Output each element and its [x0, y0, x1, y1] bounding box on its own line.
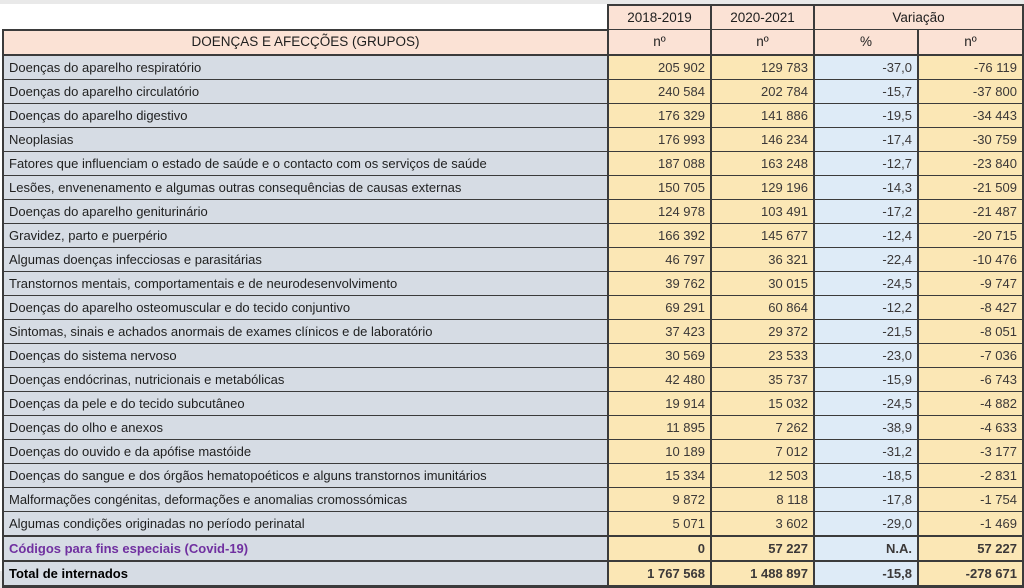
cell-variation-number: -278 671	[918, 561, 1023, 587]
table-row	[3, 487, 1023, 511]
cell-2018-2019: 19 914	[608, 391, 711, 415]
cell-2018-2019: 5 071	[608, 511, 711, 536]
cell-variation-percent: -17,2	[814, 199, 918, 223]
cell-2018-2019: 166 392	[608, 223, 711, 247]
cell-2018-2019: 69 291	[608, 295, 711, 319]
row-label: Doenças do sistema nervoso	[3, 343, 608, 367]
table-row	[3, 271, 1023, 295]
cell-variation-percent: -21,5	[814, 319, 918, 343]
table-body	[3, 55, 1023, 587]
col-header-groups-title: DOENÇAS E AFECÇÕES (GRUPOS)	[3, 30, 608, 55]
table-row	[3, 511, 1023, 536]
row-label: Doenças do aparelho geniturinário	[3, 199, 608, 223]
cell-2020-2021: 8 118	[711, 487, 814, 511]
col-header-2020-2021: 2020-2021	[711, 5, 814, 30]
row-label: Fatores que influenciam o estado de saúde e o contacto com os serviços de saúde	[3, 151, 608, 175]
table-row	[3, 367, 1023, 391]
cell-variation-percent: -29,0	[814, 511, 918, 536]
header-row-periods	[3, 5, 1023, 30]
cell-variation-number: -8 427	[918, 295, 1023, 319]
row-label: Doenças do ouvido e da apófise mastóide	[3, 439, 608, 463]
cell-2018-2019: 42 480	[608, 367, 711, 391]
table-row	[3, 127, 1023, 151]
cell-variation-number: -34 443	[918, 103, 1023, 127]
cell-2018-2019: 1 767 568	[608, 561, 711, 587]
cell-2018-2019: 205 902	[608, 55, 711, 80]
cell-2018-2019: 37 423	[608, 319, 711, 343]
row-label: Doenças do olho e anexos	[3, 415, 608, 439]
cell-variation-percent: -24,5	[814, 271, 918, 295]
cell-variation-number: -4 882	[918, 391, 1023, 415]
cell-variation-number: -37 800	[918, 79, 1023, 103]
cell-variation-number: -4 633	[918, 415, 1023, 439]
cell-variation-number: -1 754	[918, 487, 1023, 511]
cell-2020-2021: 145 677	[711, 223, 814, 247]
cell-variation-percent: -14,3	[814, 175, 918, 199]
row-label: Doenças do aparelho digestivo	[3, 103, 608, 127]
cell-variation-number: -3 177	[918, 439, 1023, 463]
table-row	[3, 463, 1023, 487]
cell-2020-2021: 146 234	[711, 127, 814, 151]
cell-variation-number: -20 715	[918, 223, 1023, 247]
cell-2018-2019: 187 088	[608, 151, 711, 175]
cell-2020-2021: 15 032	[711, 391, 814, 415]
cell-variation-number: -1 469	[918, 511, 1023, 536]
cell-variation-percent: -19,5	[814, 103, 918, 127]
table-row	[3, 103, 1023, 127]
cell-variation-percent: -12,4	[814, 223, 918, 247]
row-label: Doenças do aparelho circulatório	[3, 79, 608, 103]
row-label: Algumas condições originadas no período perinatal	[3, 511, 608, 536]
row-label: Códigos para fins especiais (Covid-19)	[3, 536, 608, 561]
table-row	[3, 79, 1023, 103]
cell-variation-number: -30 759	[918, 127, 1023, 151]
row-label: Neoplasias	[3, 127, 608, 151]
cell-variation-number: -7 036	[918, 343, 1023, 367]
cell-variation-number: -2 831	[918, 463, 1023, 487]
table-row	[3, 175, 1023, 199]
table-row	[3, 199, 1023, 223]
table-row	[3, 295, 1023, 319]
table-row	[3, 55, 1023, 80]
cell-variation-number: -6 743	[918, 367, 1023, 391]
table-row	[3, 415, 1023, 439]
cell-2020-2021: 202 784	[711, 79, 814, 103]
cell-variation-percent: -22,4	[814, 247, 918, 271]
cell-2020-2021: 60 864	[711, 295, 814, 319]
row-label: Sintomas, sinais e achados anormais de exames clínicos e de laboratório	[3, 319, 608, 343]
cell-variation-percent: -12,7	[814, 151, 918, 175]
cell-variation-percent: N.A.	[814, 536, 918, 561]
cell-variation-number: -21 509	[918, 175, 1023, 199]
cell-variation-percent: -15,8	[814, 561, 918, 587]
row-label: Doenças da pele e do tecido subcutâneo	[3, 391, 608, 415]
table-row	[3, 223, 1023, 247]
row-label: Lesões, envenenamento e algumas outras consequências de causas externas	[3, 175, 608, 199]
row-label: Algumas doenças infecciosas e parasitárias	[3, 247, 608, 271]
row-label: Doenças do sangue e dos órgãos hematopoéticos e alguns transtornos imunitários	[3, 463, 608, 487]
cell-variation-number: -76 119	[918, 55, 1023, 80]
cell-variation-number: 57 227	[918, 536, 1023, 561]
cell-2018-2019: 46 797	[608, 247, 711, 271]
cell-2020-2021: 103 491	[711, 199, 814, 223]
unit-header-n-2018: nº	[608, 30, 711, 55]
cell-variation-percent: -24,5	[814, 391, 918, 415]
table-row	[3, 247, 1023, 271]
cell-2018-2019: 150 705	[608, 175, 711, 199]
unit-header-percent: %	[814, 30, 918, 55]
cell-2020-2021: 12 503	[711, 463, 814, 487]
cell-2018-2019: 39 762	[608, 271, 711, 295]
table-row	[3, 536, 1023, 561]
cell-variation-percent: -17,8	[814, 487, 918, 511]
cell-variation-percent: -15,7	[814, 79, 918, 103]
cell-2020-2021: 3 602	[711, 511, 814, 536]
cell-variation-percent: -18,5	[814, 463, 918, 487]
cell-2020-2021: 23 533	[711, 343, 814, 367]
table-row	[3, 343, 1023, 367]
table-row	[3, 151, 1023, 175]
cell-variation-number: -10 476	[918, 247, 1023, 271]
page	[0, 4, 1024, 581]
cell-2018-2019: 0	[608, 536, 711, 561]
cell-variation-percent: -31,2	[814, 439, 918, 463]
cell-variation-percent: -23,0	[814, 343, 918, 367]
row-label: Doenças do aparelho osteomuscular e do tecido conjuntivo	[3, 295, 608, 319]
cell-2020-2021: 7 012	[711, 439, 814, 463]
cell-2020-2021: 129 196	[711, 175, 814, 199]
cell-2020-2021: 30 015	[711, 271, 814, 295]
header-row-units	[3, 30, 1023, 55]
cell-2018-2019: 15 334	[608, 463, 711, 487]
cell-2020-2021: 163 248	[711, 151, 814, 175]
cell-2018-2019: 9 872	[608, 487, 711, 511]
cell-variation-number: -9 747	[918, 271, 1023, 295]
row-label: Transtornos mentais, comportamentais e de neurodesenvolvimento	[3, 271, 608, 295]
cell-variation-percent: -15,9	[814, 367, 918, 391]
cell-2020-2021: 35 737	[711, 367, 814, 391]
cell-2018-2019: 176 993	[608, 127, 711, 151]
cell-2018-2019: 240 584	[608, 79, 711, 103]
cell-2018-2019: 11 895	[608, 415, 711, 439]
cell-variation-percent: -17,4	[814, 127, 918, 151]
cell-2020-2021: 29 372	[711, 319, 814, 343]
row-label: Doenças do aparelho respiratório	[3, 55, 608, 80]
cell-2020-2021: 7 262	[711, 415, 814, 439]
cell-2018-2019: 30 569	[608, 343, 711, 367]
cell-2020-2021: 57 227	[711, 536, 814, 561]
cell-2020-2021: 141 886	[711, 103, 814, 127]
cell-variation-number: -21 487	[918, 199, 1023, 223]
table-row	[3, 391, 1023, 415]
row-label: Gravidez, parto e puerpério	[3, 223, 608, 247]
cell-2018-2019: 10 189	[608, 439, 711, 463]
row-label: Total de internados	[3, 561, 608, 587]
col-header-variacao: Variação	[814, 5, 1023, 30]
cell-2020-2021: 129 783	[711, 55, 814, 80]
table-row	[3, 319, 1023, 343]
table-row	[3, 439, 1023, 463]
cell-variation-number: -23 840	[918, 151, 1023, 175]
table-row	[3, 561, 1023, 587]
col-header-2018-2019: 2018-2019	[608, 5, 711, 30]
cell-variation-percent: -12,2	[814, 295, 918, 319]
row-label: Malformações congénitas, deformações e anomalias cromossómicas	[3, 487, 608, 511]
row-label: Doenças endócrinas, nutricionais e metabólicas	[3, 367, 608, 391]
diseases-table	[2, 4, 1024, 588]
cell-2018-2019: 176 329	[608, 103, 711, 127]
cell-2020-2021: 1 488 897	[711, 561, 814, 587]
cell-variation-number: -8 051	[918, 319, 1023, 343]
unit-header-n-variation: nº	[918, 30, 1023, 55]
cell-variation-percent: -38,9	[814, 415, 918, 439]
cell-2018-2019: 124 978	[608, 199, 711, 223]
unit-header-n-2020: nº	[711, 30, 814, 55]
blank-corner-cell	[3, 5, 608, 30]
cell-variation-percent: -37,0	[814, 55, 918, 80]
cell-2020-2021: 36 321	[711, 247, 814, 271]
